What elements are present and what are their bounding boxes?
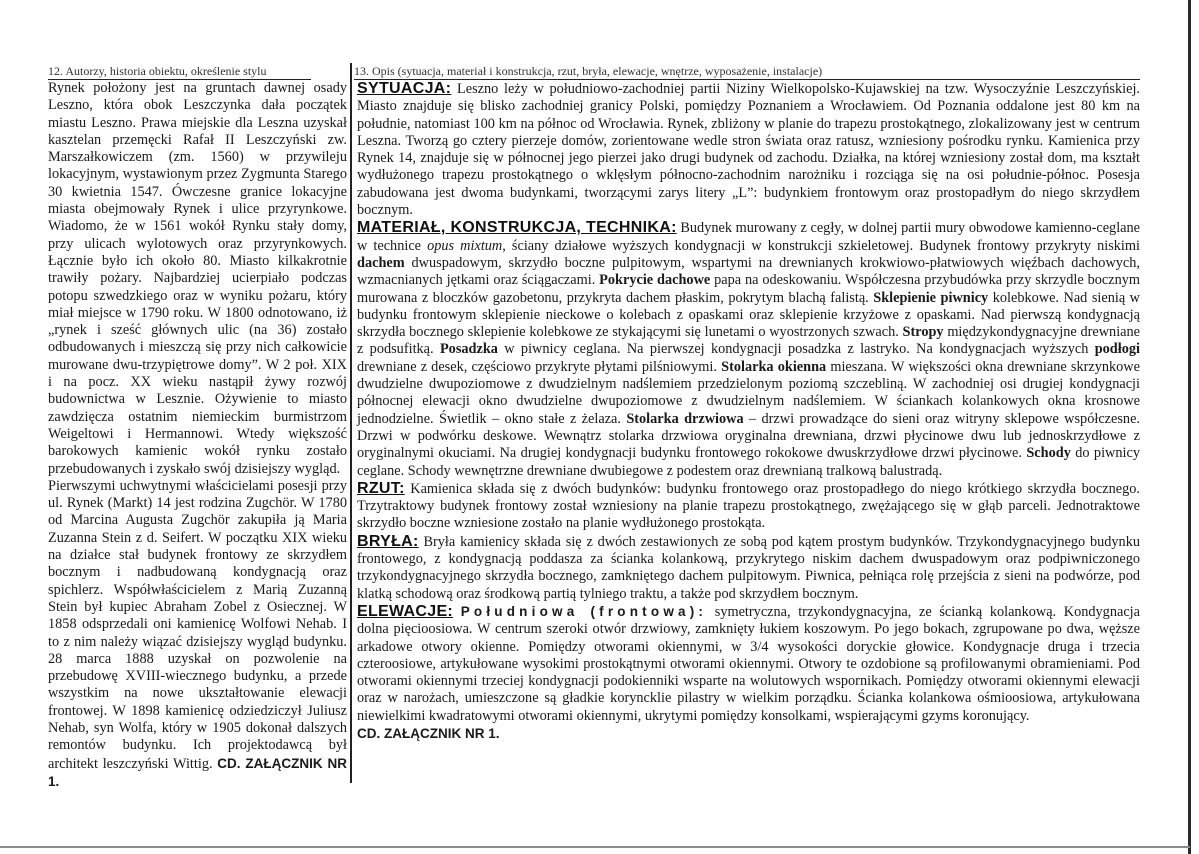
attachment-note-right-text: CD. ZAŁĄCZNIK NR 1. — [357, 725, 500, 741]
right-column-header: 13. Opis (sytuacja, materiał i konstrukcja, rzut, bryła, elewacje, wnętrze, wyposażenie, instalacje) — [354, 63, 1140, 80]
section-rzut — [357, 480, 1140, 533]
history-paragraph-1: Rynek położony jest na gruntach dawnej osady Leszno, która obok Leszczynka dała początek miastu Leszno. Prawa miejskie dla Leszna uzyskał kasztelan przemęcki Rafał II Leszczyński zw. Marszałkowiczem (zm. 1560) w przywileju lokacyjnym, wystawionym przez Zygmunta Starego 30 kwietnia 1547. Ówczesne granice lokacyjne miasta obejmowały Rynek i ulice przyrynkowe. Wiadomo, że w 1561 wokół Rynku stały domy, przy ulicach wylotowych oraz przyrynkowych. Łącznie było ich około 80. Miasto kilkakrotnie trawiły pożary. Najbardziej ucierpiało podczas potopu szwedzkiego oraz w wyniku pożaru, który miał miejsce w 1790 roku. W 1800 odnotowano, iż „rynek i sześć głównych ulic (na 36) zostało odbudowanych i mieszczą się przy nich całkowicie murowane dwu-trzypiętrowe domy”. W 2 poł. XIX i na pocz. XX wieku nastąpił żywy rozwój budownictwa w Lesznie. Ożywienie to miasto zawdzięcza ostatnim niemieckim burmistrzom Weigeltowi i Hermannowi. Wtedy większość barokowych kamienic wokół rynku zostało przebudowanych i zyskało swój dzisiejszy wygląd. — [48, 80, 347, 477]
history-column — [48, 80, 347, 791]
material-term: dachem — [357, 254, 405, 271]
material-term: Stolarka okienna — [721, 358, 827, 375]
sytuacja-heading: SYTUACJA: — [357, 80, 452, 97]
page-edge-bottom — [0, 846, 1190, 848]
description-column — [357, 80, 1140, 743]
material-text: , ściany działowe wyższych kondygnacji w konstrukcji szkieletowej. Budynek frontowy przykryty niskimi — [502, 237, 1140, 254]
left-column-header: 12. Autorzy, historia obiektu, określenie stylu — [48, 63, 311, 80]
material-term: Stropy — [902, 324, 944, 341]
material-text: dwuspadowym, skrzydło boczne pulpitowym, wspartymi na drewnianych krokwiowo-płatwiowych więźbach dachowych, wzmacnianych jętkami oraz ściągaczami. — [357, 254, 1140, 289]
material-text: – drzwi prowadzące do sieni oraz witryny sklepowe współczesne. Drzwi w podwórku deskowe. Wewnątrz stolarka drzwiowa oryginalna drewniana, drzwi płycinowe dwu lub jednoskrzydłowe z oryginalnymi okuciami. Na drugiej kondygnacji budynku frontowego rokokowe dwuskrzydłowe drzwi płycinowe. — [357, 410, 1140, 462]
material-term: Sklepienie piwnicy — [873, 289, 989, 306]
page-edge-right — [1188, 0, 1191, 854]
rzut-text: Kamienica składa się z dwóch budynków: budynku frontowego oraz prostopadłego do niego krótkiego skrzydła bocznego. Trzytraktowy budynek frontowy został wzniesiony na planie trapezu prostokątnego, zwężającego się w głąb parceli. Jednotraktowe skrzydło boczne wzniesione zostało na planie wydłużonego prostokąta. — [357, 480, 1140, 532]
material-text: papa na odeskowaniu. Współczesna przybudówka przy skrzydle bocznym murowana z bloczków gazobetonu, przykryta dachem płaskim, pokrytym blachą falistą. — [357, 272, 1140, 306]
section-bryla — [357, 533, 1140, 603]
material-term: Schody — [1026, 445, 1071, 462]
material-text: Budynek murowany z cegły, w dolnej partii mury obwodowe kamienno-ceglane w technice — [357, 220, 1141, 254]
material-text: drewniane z desek, częściowo przykryte płytami pilśniowymi. — [357, 358, 722, 375]
material-term: podłogi — [1094, 341, 1140, 358]
material-term: Pokrycie dachowe — [599, 272, 711, 289]
rzut-heading: RZUT: — [357, 479, 405, 497]
material-term: Posadzka — [439, 341, 498, 358]
attachment-note-left: CD. ZAŁĄCZNIK NR 1. — [48, 755, 347, 789]
material-text: w piwnicy ceglana. Na pierwszej kondygnacji posadzka z lastryko. Na kondygnacjach wyższych — [497, 341, 1095, 358]
material-term: Stolarka drzwiowa — [626, 410, 744, 427]
elewacje-subheading: Południowa (frontowa): — [460, 603, 708, 619]
attachment-note-right — [357, 725, 1140, 743]
material-text: kolebkowe. Nad sienią w budynku frontowym sklepienie nieckowe o kolebach z opaskami oraz sklepienie krzyżowe z opaskami. Nad pierwszą kondygnacją skrzydła bocznego sklepienie kolebkowe ze stykającymi się lunetami o wyostrzonych szwach. — [357, 289, 1141, 341]
sytuacja-text: Leszno leży w południowo-zachodniej partii Niziny Wielkopolsko-Kujawskiej na tzw. Wysoczyźnie Leszczyńskiej. Miasto znajduje się blisko zachodniej granicy Polski, pomiędzy Poznaniem a Wrocławiem. Od Poznania oddalone jest 80 km na południe, natomiast 100 km na północ od Wrocławia. Rynek, zbliżony w planie do trapezu prostokątnego, zlokalizowany jest w centrum Leszna. Tworzą go cztery pierzeje domów, zorientowane wedle stron świata oraz ratusz, wzniesiony pośrodku rynku. Kamienica przy Rynek 14, znajduje się w północnej jego pierzei jako drugi budynek od zachodu. Działka, na której wzniesiony został dom, ma kształt wydłużonego trapezu prostokątnego o wklęsłym północno-zachodnim narożniku i rozciąga się na osi południe-północ. Posesja zabudowana jest dwoma budynkami, tworzącymi zarys litery „L”: budynkiem frontowym oraz prostopadłym do niego skrzydłem bocznym. — [357, 81, 1140, 219]
history-paragraph-2-text: Pierwszymi uchwytnymi właścicielami posesji przy ul. Rynek (Markt) 14 jest rodzina Zugchör. W 1780 od Marcina Augusta Zugchör zakupiła ją Maria Zuzanna Stein z d. Seifert. W początku XIX wieku na działce stał budynek frontowy ze skrzydłem bocznym i nadbudowaną kondygnacją oraz spichlerz. Współwłaścicielem z Marią Zuzanną Stein był kupiec Abraham Zobel z Osiecznej. W 1858 odsprzedali oni kamienicę Wolfowi Nehab. I to z nim należy wiązać dzisiejszy wygląd budynku. 28 marca 1888 uzyskał on pozwolenie na przebudowę XVIII-wiecznego budynku, a przede wszystkim na nowe ukształtowanie elewacji frontowej. W 1898 kamienicę odziedziczył Juliusz Nehab, syn Wolfa, który w 1905 dokonał dalszych remontów budynku. Ich projektodawcą był architekt leszczyński Wittig. — [48, 477, 347, 772]
material-text: międzykondygnacyjne drewniane z podsufitką. — [357, 324, 1141, 358]
section-sytuacja — [357, 80, 1140, 219]
section-elewacje — [357, 603, 1140, 725]
bryla-text: Bryła kamienicy składa się z dwóch zestawionych ze sobą pod kątem prostym budynków. Trzykondygnacyjnego budynku frontowego, z kondygnacją poddasza za ścianka kolankową, przykrytego niskim dachem dwuspadowym oraz podpiwniczonego trzykondygnacyjnego skrzydła bocznego, zamkniętego dachem pulpitowym. Piwnica, pełniąca rolę przejścia z sieni na podwórze, pod klatką schodową oraz środkową partią tylniego traktu, a także pod skrzydłem bocznym. — [357, 533, 1140, 602]
elewacje-heading: ELEWACJE: — [357, 602, 454, 620]
material-term-italic: opus mixtum — [427, 237, 503, 254]
section-material — [357, 219, 1140, 479]
bryla-heading: BRYŁA: — [357, 532, 419, 550]
material-heading: MATERIAŁ, KONSTRUKCJA, TECHNIKA: — [357, 219, 677, 237]
material-text: mieszana. W większości okna drewniane skrzynkowe dwudzielne dwupoziomowe z dwudzielnym nadślemiem przedzielonym poziomą szczebliną. W zachodniej osi drugiej kondygnacji północnej elewacji okno dwudzielne dwupoziomowe z dwudzielnym nadślemiem. W ściankach kolankowych okna krosnowe jednodzielne. Świetlik – okno stałe z żelaza. — [357, 358, 1140, 427]
elewacje-text: symetryczna, trzykondygnacyjna, ze ścianką kolankową. Kondygnacja dolna pięcioosiowa. W centrum szeroki otwór drzwiowy, zamknięty łukiem koszowym. Po jego bokach, zgrupowane po dwa, węższe arkadowe otwory okienne. Pomiędzy otworami okiennymi, w 3/4 wysokości doryckie głowice. Kondygnacje druga i trzecia czteroosiowe, artykułowane wysokimi prostokątnymi otworami okiennymi. Otwory te ozdobione są profilowanymi obramieniami. Pod otworami okiennymi trzeciej kondygnacji podokienniki wsparte na wolutowych wspornikach. Pomiędzy otworami okiennymi elewacji oraz w narożach, umieszczone są gładkie koryncklie pilastry w wielkim porządku. Ścianka kolankowa ośmioosiowa, artykułowana niewielkimi kwadratowymi otworami okiennymi, ukrytymi pomiędzy konsolkami, wspierającymi gzyms koronujący. — [357, 603, 1140, 724]
history-paragraph-2 — [48, 478, 347, 791]
material-text: do piwnicy ceglane. Schody wewnętrzne drewniane dwubiegowe z podestem oraz drewnianą tralkową balustradą. — [357, 445, 1140, 479]
column-divider — [350, 63, 352, 783]
